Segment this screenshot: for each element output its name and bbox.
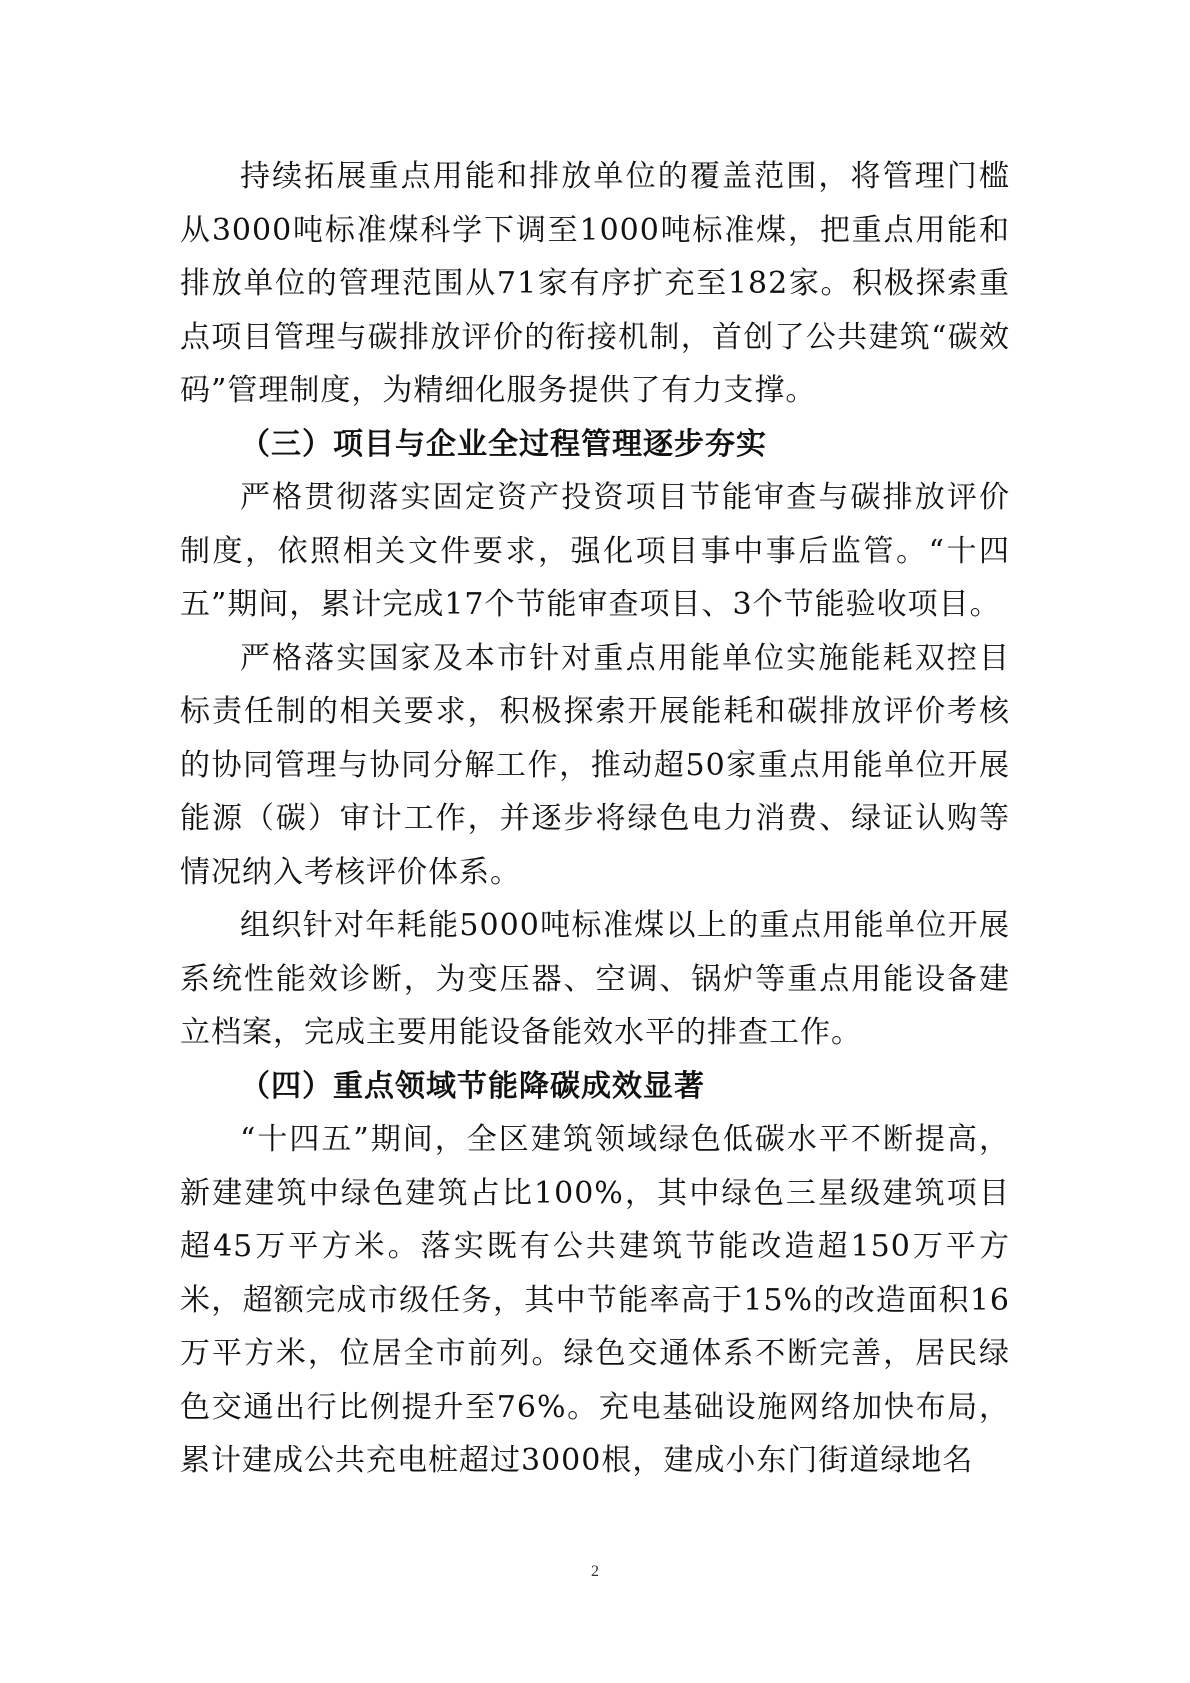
paragraph-building-transport: “十四五”期间，全区建筑领域绿色低碳水平不断提高，新建建筑中绿色建筑占比100%，其中绿色三星级建筑项目超45万平方米。落实既有公共建筑节能改造超150万平方米，超额完成市级任务，其中节能率高于15%的改造面积16万平方米，位居全市前列。绿色交通体系不断完善，居民绿色交通出行比例提升至76%。充电基础设施网络加快布局，累计建成公共充电桩超过3000根，建成小东门街道绿地名 — [180, 1122, 1010, 1478]
paragraph-efficiency-diagnosis: 组织针对年耗能5000吨标准煤以上的重点用能单位开展系统性能效诊断，为变压器、空调、锅炉等重点用能设备建立档案，完成主要用能设备能效水平的排查工作。 — [180, 908, 1010, 1050]
paragraph-energy-review: 严格贯彻落实固定资产投资项目节能审查与碳排放评价制度，依照相关文件要求，强化项目事中事后监管。“十四五”期间，累计完成17个节能审查项目、3个节能验收项目。 — [180, 480, 1010, 622]
paragraph-dual-control: 严格落实国家及本市针对重点用能单位实施能耗双控目标责任制的相关要求，积极探索开展能耗和碳排放评价考核的协同管理与协同分解工作，推动超50家重点用能单位开展能源（碳）审计工作，并逐步将绿色电力消费、绿证认购等情况纳入考核评价体系。 — [180, 640, 1010, 890]
section-heading-3: （三）项目与企业全过程管理逐步夯实 — [240, 426, 767, 462]
section-heading-4: （四）重点领域节能降碳成效显著 — [240, 1068, 705, 1104]
page-number: 2 — [591, 1563, 599, 1580]
paragraph-key-units-coverage: 持续拓展重点用能和排放单位的覆盖范围，将管理门槛从3000吨标准煤科学下调至1000吨标准煤，把重点用能和排放单位的管理范围从71家有序扩充至182家。积极探索重点项目管理与碳排放评价的衔接机制，首创了公共建筑“碳效码”管理制度，为精细化服务提供了有力支撑。 — [180, 159, 1010, 408]
document-body — [180, 150, 1010, 1488]
